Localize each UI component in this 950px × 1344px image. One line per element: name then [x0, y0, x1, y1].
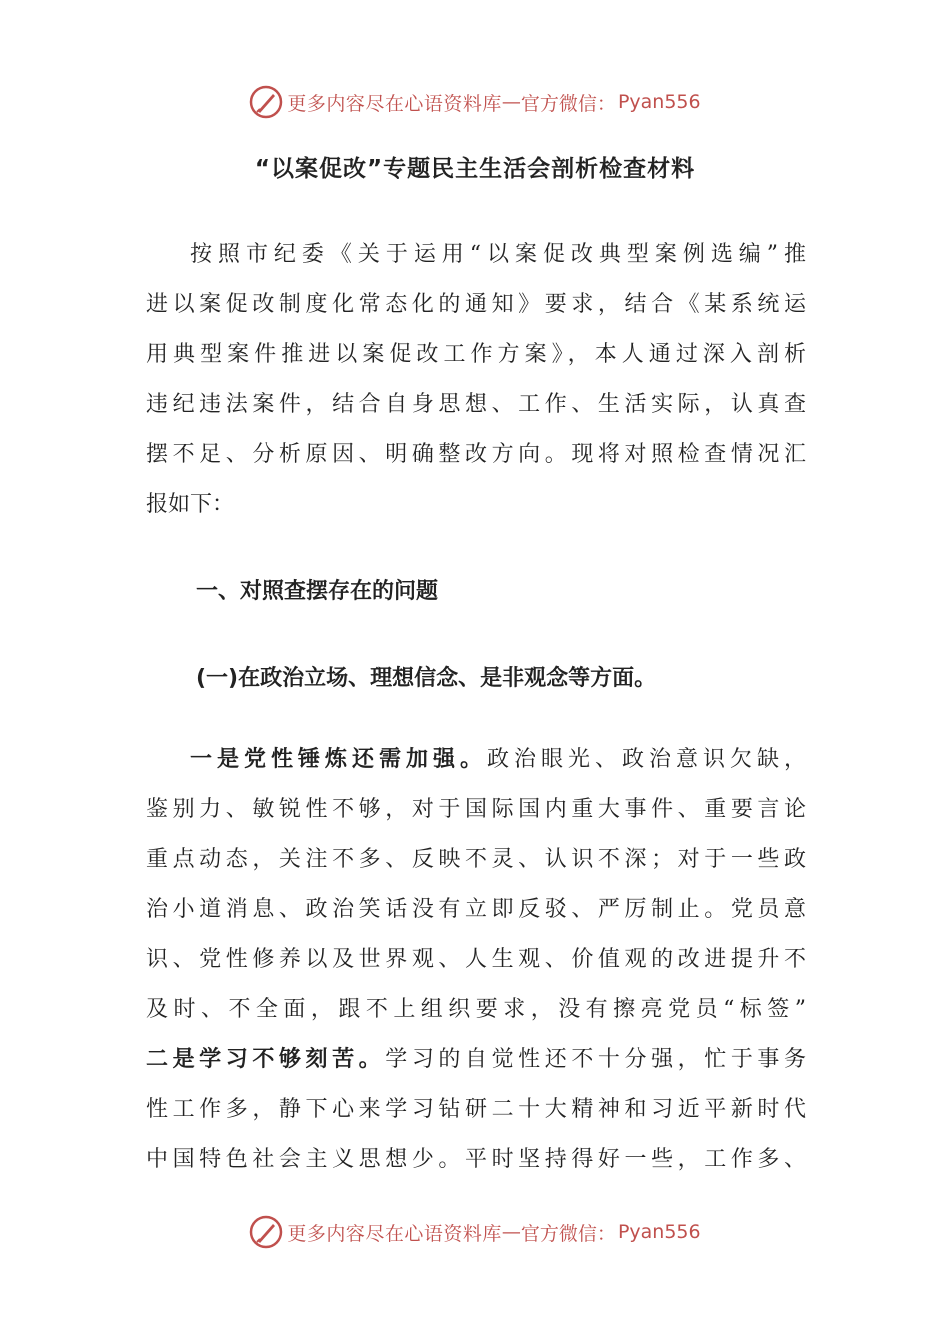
problem-points [146, 735, 806, 1185]
intro-line: 按照市纪委《关于运用“以案促改典型案例选编”推 [190, 242, 806, 267]
intro-paragraph [146, 230, 806, 530]
watermark-label: 官方微信： [520, 1222, 616, 1245]
watermark-header [0, 82, 950, 122]
watermark-dash: — [501, 91, 521, 113]
point2-line: 中国特色社会主义思想少。平时坚持得好一些，工作多、 [146, 1147, 806, 1172]
watermark-text: 更多内容尽在心语资料库 [287, 92, 502, 115]
watermark-id: Pyan556 [617, 1221, 701, 1243]
point1-first-line [146, 735, 806, 785]
point1-line: 鉴别力、敏锐性不够，对于国际国内重大事件、重要言论 [146, 797, 806, 822]
point2-first-line [146, 1035, 806, 1085]
document-title: “以案促改”专题民主生活会剖析检查材料 [254, 156, 696, 182]
watermark-label: 官方微信： [520, 92, 616, 115]
point1-line: 治小道消息、政治笑话没有立即反驳、严厉制止。党员意 [146, 897, 806, 922]
point1-first-rest: 政治眼光、政治意识欠缺， [487, 747, 806, 772]
point1-line: 识、党性修养以及世界观、人生观、价值观的改进提升不 [146, 947, 806, 972]
intro-line: 进以案促改制度化常态化的通知》要求，结合《某系统运 [146, 292, 806, 317]
sub-heading: (一)在政治立场、理想信念、是非观念等方面。 [196, 666, 657, 691]
watermark-text: 更多内容尽在心语资料库 [287, 1222, 502, 1245]
point1-line: 及时、不全面，跟不上组织要求，没有擦亮党员“标签” [146, 997, 806, 1022]
intro-line: 用典型案件推进以案促改工作方案》，本人通过深入剖析 [146, 342, 806, 367]
intro-line: 报如下： [146, 492, 235, 517]
quill-logo-icon [249, 1215, 283, 1249]
watermark-footer [0, 1212, 950, 1252]
intro-line: 摆不足、分析原因、明确整改方向。现将对照检查情况汇 [146, 442, 806, 467]
point2-lead: 二是学习不够刻苦。 [146, 1047, 386, 1072]
point1-line: 重点动态，关注不多、反映不灵、认识不深；对于一些政 [146, 847, 806, 872]
quill-logo-icon [249, 85, 283, 119]
point1-lead: 一是党性锤炼还需加强。 [190, 747, 487, 772]
intro-line: 违纪违法案件，结合自身思想、工作、生活实际，认真查 [146, 392, 806, 417]
watermark-id: Pyan556 [617, 91, 701, 113]
point2-first-rest: 学习的自觉性还不十分强，忙于事务 [385, 1047, 806, 1072]
section-heading: 一、对照查摆存在的问题 [196, 579, 439, 604]
point2-line: 性工作多，静下心来学习钻研二十大精神和习近平新时代 [146, 1097, 806, 1122]
watermark-dash: — [501, 1221, 521, 1243]
